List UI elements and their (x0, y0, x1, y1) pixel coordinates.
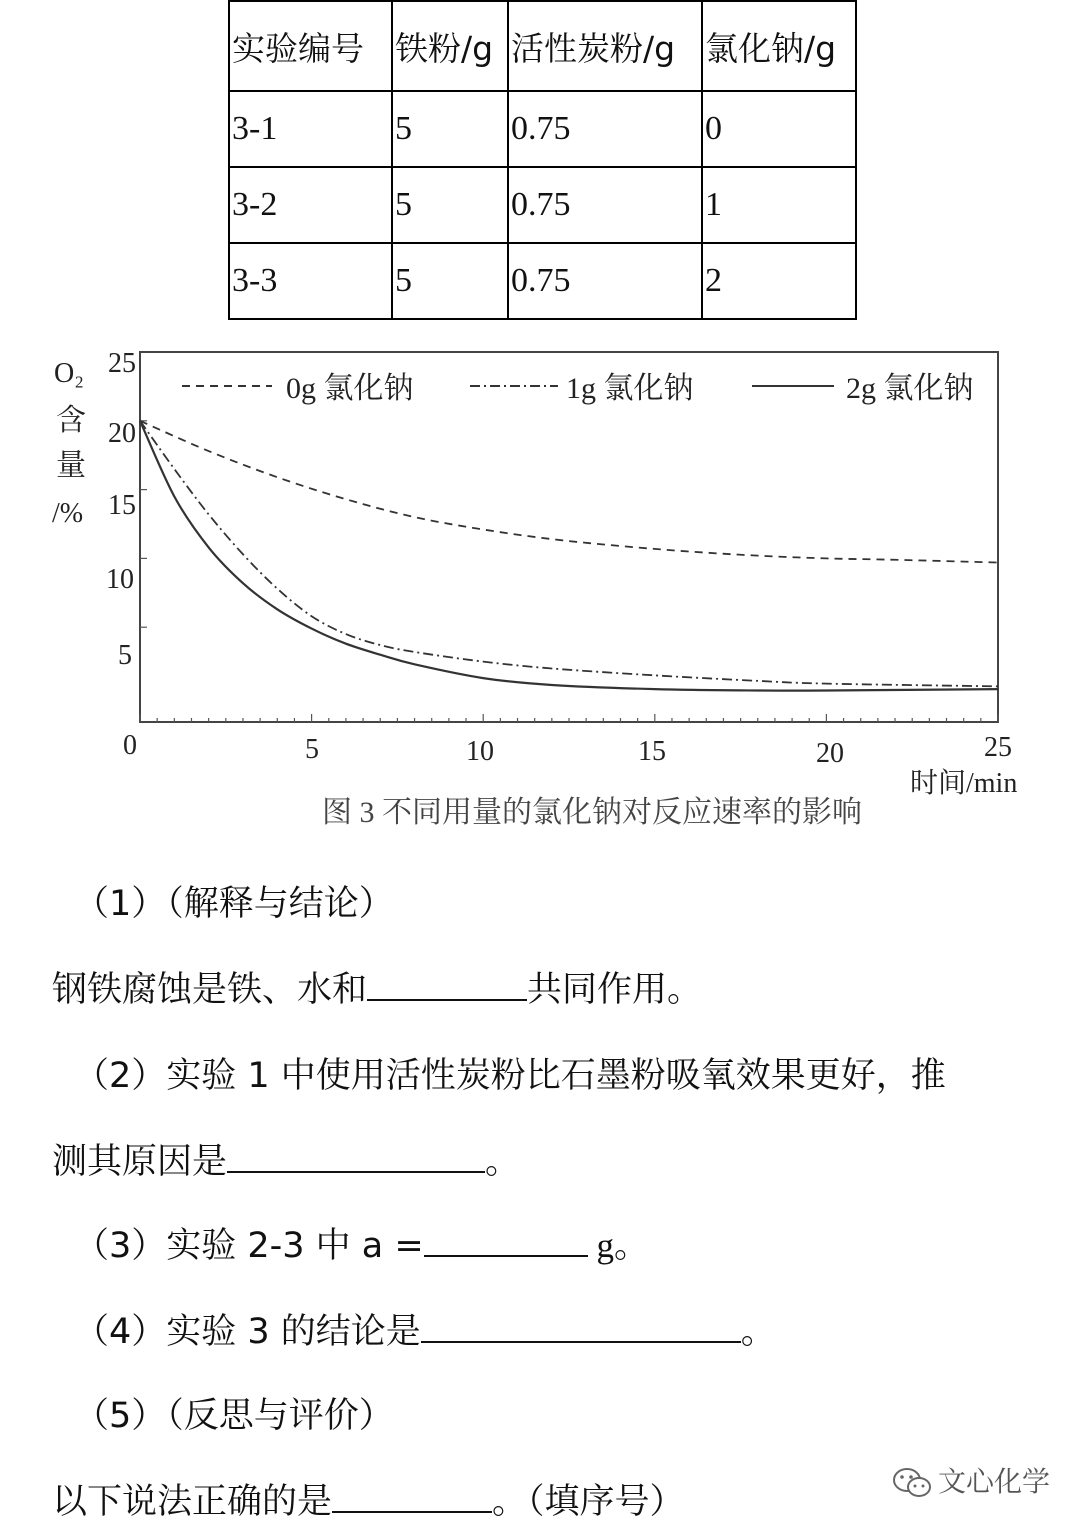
x-tick-label: 0 (123, 730, 137, 761)
y-tick-label: 15 (108, 490, 136, 521)
answer-blank-3[interactable] (424, 1225, 588, 1257)
question-2-line (74, 1048, 946, 1098)
watermark (892, 1460, 1050, 1500)
table-header-row (229, 1, 856, 91)
y-tick-label: 5 (118, 640, 132, 671)
legend-label-0g: 0g 氯化钠 (286, 372, 414, 405)
question-text-end: 。（填序号） (492, 1482, 685, 1522)
question-2-cont (52, 1134, 520, 1184)
question-text-end: g。 (587, 1226, 649, 1265)
wechat-icon (892, 1467, 932, 1499)
axis-ticks (140, 421, 998, 722)
question-text-end: 。 (485, 1142, 521, 1182)
answer-blank-2[interactable] (227, 1141, 485, 1173)
x-tick-label: 5 (305, 734, 319, 765)
question-3-line (74, 1218, 649, 1268)
question-text: 钢铁腐蚀是铁、水和 (52, 970, 368, 1010)
table-cell: 0.75 (508, 167, 702, 243)
table-cell: 3-2 (229, 167, 392, 243)
experiment-table (228, 0, 857, 320)
table-cell: 0.75 (508, 91, 702, 167)
question-1-heading (74, 876, 394, 926)
legend-label-2g: 2g 氯化钠 (846, 372, 974, 405)
question-text: 测其原因是 (52, 1142, 228, 1182)
table-cell: 0.75 (508, 243, 702, 319)
oxygen-chart (40, 330, 1050, 840)
y-tick-label: 10 (106, 564, 134, 595)
answer-blank-4[interactable] (421, 1311, 741, 1343)
series-line-2g-nacl (140, 421, 998, 691)
header-cell-carbon: 活性炭粉/g (508, 1, 702, 91)
y-label-4: /% (52, 498, 84, 529)
y-label-3: 量 (56, 448, 86, 483)
table-cell: 3-1 (229, 91, 392, 167)
header-cell-id: 实验编号 (229, 1, 392, 91)
header-cell-nacl: 氯化钠/g (702, 1, 856, 91)
x-tick-label: 20 (816, 738, 844, 769)
question-text-end: 。 (740, 1312, 776, 1352)
series-group (140, 421, 998, 691)
plot-frame (140, 352, 998, 722)
y-label-o2: O₂ (54, 358, 84, 389)
answer-blank-1[interactable] (367, 969, 527, 1001)
question-text: （2）实验 1 中使用活性炭粉比石墨粉吸氧效果更好，推 (74, 1056, 946, 1096)
header-cell-iron: 铁粉/g (392, 1, 508, 91)
chart-caption: 图 3 不同用量的氯化钠对反应速率的影响 (322, 796, 862, 829)
table-cell: 3-3 (229, 243, 392, 319)
x-axis-label: 时间/min (910, 768, 1018, 799)
x-tick-label: 25 (984, 732, 1012, 763)
watermark-text: 文心化学 (938, 1465, 1051, 1498)
x-tick-label: 10 (466, 736, 494, 767)
question-5-line (52, 1474, 685, 1524)
table-row (229, 167, 856, 243)
x-tick-label: 15 (638, 736, 666, 767)
series-line-0g-nacl (140, 421, 998, 563)
y-label-2: 含 (56, 403, 86, 438)
answer-blank-5[interactable] (332, 1481, 492, 1513)
question-4-line (74, 1304, 776, 1354)
table-cell: 1 (702, 167, 856, 243)
question-text-end: 共同作用。 (527, 970, 703, 1010)
table-row (229, 91, 856, 167)
y-tick-label: 25 (108, 348, 136, 379)
y-tick-label: 20 (108, 418, 136, 449)
question-5-heading (74, 1388, 394, 1438)
table-cell: 5 (392, 167, 508, 243)
table-cell: 2 (702, 243, 856, 319)
question-text: （3）实验 2-3 中 a = (74, 1226, 424, 1266)
legend-label-1g: 1g 氯化钠 (566, 372, 694, 405)
table-cell: 0 (702, 91, 856, 167)
question-text: （4）实验 3 的结论是 (74, 1312, 421, 1352)
series-line-1g-nacl (140, 421, 998, 687)
question-text: 以下说法正确的是 (52, 1482, 333, 1522)
table-cell: 5 (392, 243, 508, 319)
table-cell: 5 (392, 91, 508, 167)
question-1-line (52, 962, 702, 1012)
question-text: （5）（反思与评价） (74, 1396, 394, 1436)
question-text: （1）（解释与结论） (74, 884, 394, 924)
table-row (229, 243, 856, 319)
